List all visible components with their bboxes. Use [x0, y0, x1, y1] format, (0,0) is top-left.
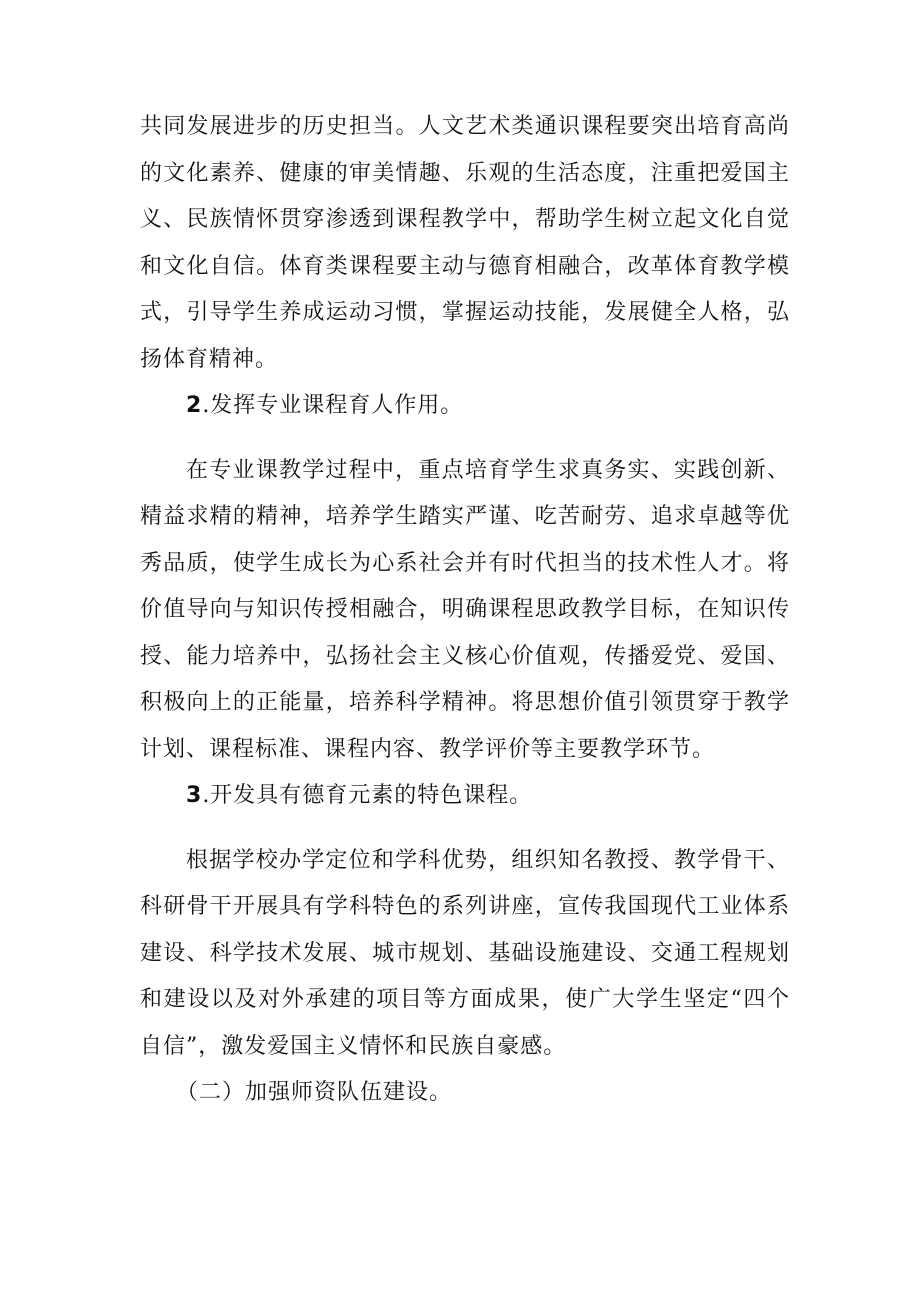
heading-item-2-number: 2 — [186, 393, 203, 418]
heading-item-3-number: 3 — [186, 783, 203, 808]
heading-item-2-text: .发挥专业课程育人作用。 — [202, 393, 464, 418]
document-body — [140, 104, 790, 1117]
heading-item-3 — [140, 773, 790, 820]
section-heading-teachers: （二）加强师资队伍建设。 — [176, 1080, 453, 1105]
heading-item-3-text: .开发具有德育元素的特色课程。 — [202, 783, 533, 808]
paragraph-professional-courses: 在专业课教学过程中，重点培育学生求真务实、实践创新、精益求精的精神，培养学生踏实严谨、吃苦耐劳、追求卓越等优秀品质，使学生成长为心系社会并有时代担当的技术性人才。将价值导向与知识传授相融合，明确课程思政教学目标，在知识传授、能力培养中，弘扬社会主义核心价值观，传播爱党、爱国、积极向上的正能量，培养科学精神。将思想价值引领贯穿于教学计划、课程标准、课程内容、教学评价等主要教学环节。 — [140, 457, 790, 762]
paragraph-general-courses: 共同发展进步的历史担当。人文艺术类通识课程要突出培育高尚的文化素养、健康的审美情趣、乐观的生活态度，注重把爱国主义、民族情怀贯穿渗透到课程教学中，帮助学生树立起文化自觉和文化自信。体育类课程要主动与德育相融合，改革体育教学模式，引导学生养成运动习惯，掌握运动技能，发展健全人格，弘扬体育精神。 — [140, 114, 790, 372]
paragraph-featured-courses: 根据学校办学定位和学科优势，组织知名教授、教学骨干、科研骨干开展具有学科特色的系列讲座，宣传我国现代工业体系建设、科学技术发展、城市规划、基础设施建设、交通工程规划和建设以及对外承建的项目等方面成果，使广大学生坚定“四个自信”，激发爱国主义情怀和民族自豪感。 — [140, 847, 790, 1059]
heading-item-2 — [140, 383, 790, 430]
